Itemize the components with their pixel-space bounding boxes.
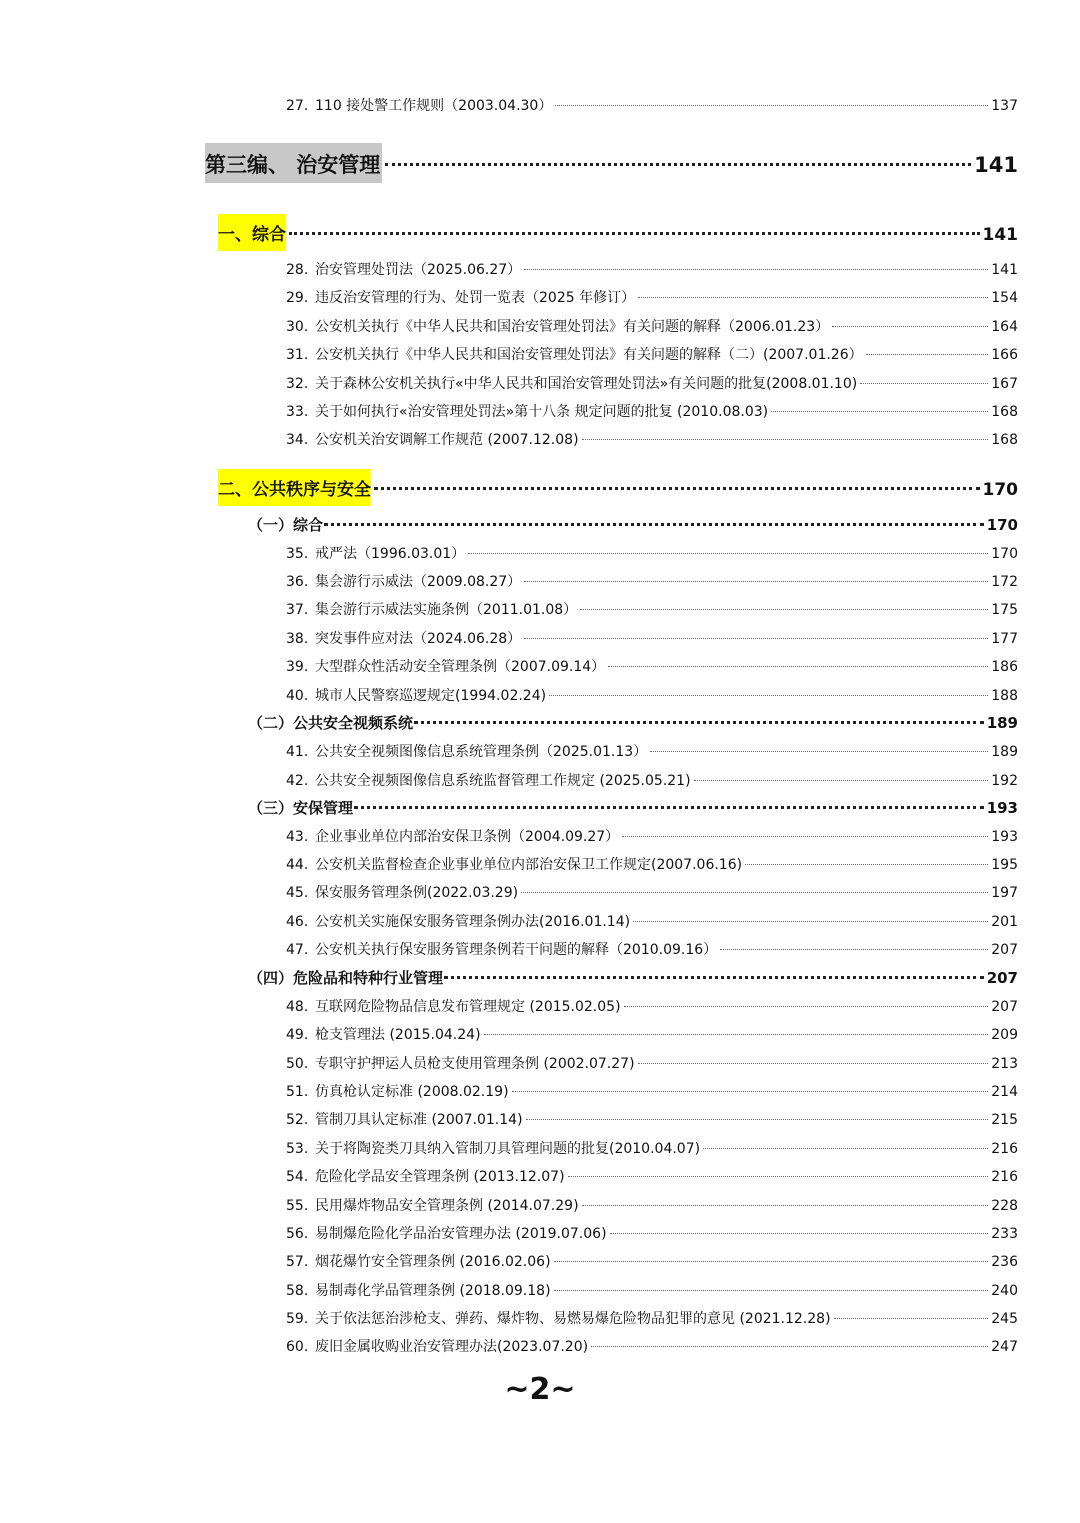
dot-leader (834, 1318, 989, 1319)
entry-title: 关于如何执行«治安管理处罚法»第十八条 规定问题的批复 (2010.08.03) (315, 404, 769, 420)
subsection-title: （四）危险品和特种行业管理 (248, 969, 444, 987)
toc-subsection-heading[interactable] (248, 514, 1018, 535)
entry-title: 易制毒化学品管理条例 (2018.09.18) (315, 1283, 551, 1299)
toc-entry[interactable] (286, 1024, 1018, 1044)
toc-entry[interactable] (286, 741, 1018, 761)
toc-entry[interactable] (286, 1138, 1018, 1158)
entry-number: 59. (286, 1311, 309, 1327)
dot-leader (289, 232, 980, 235)
toc-entry[interactable] (286, 628, 1018, 648)
dot-leader (524, 269, 988, 270)
toc-entry[interactable] (286, 373, 1018, 393)
entry-page: 240 (991, 1283, 1018, 1299)
entry-number: 30. (286, 319, 309, 335)
entry-number: 56. (286, 1226, 309, 1242)
entry-page: 233 (991, 1226, 1018, 1242)
dot-leader (582, 439, 989, 440)
entry-page: 172 (991, 574, 1018, 590)
dot-leader (832, 326, 988, 327)
entry-page: 207 (991, 999, 1018, 1015)
entry-number: 52. (286, 1112, 309, 1128)
dot-leader (444, 976, 984, 979)
entry-title: 危险化学品安全管理条例 (2013.12.07) (315, 1169, 565, 1185)
entry-title: 公安机关执行保安服务管理条例若干问题的解释（2010.09.16） (315, 942, 718, 958)
entry-title: 关于将陶瓷类刀具纳入管制刀具管理问题的批复(2010.04.07) (315, 1141, 701, 1157)
entry-title: 易制爆危险化学品治安管理办法 (2019.07.06) (315, 1226, 607, 1242)
toc-entry[interactable] (286, 685, 1018, 705)
dot-leader (414, 721, 984, 724)
dot-leader (512, 1091, 989, 1092)
entry-page: 189 (991, 744, 1018, 760)
entry-number: 29. (286, 290, 309, 306)
entry-page: 216 (991, 1141, 1018, 1157)
entry-number: 46. (286, 914, 309, 930)
dot-leader (555, 105, 988, 106)
entry-page: 164 (991, 319, 1018, 335)
dot-leader (608, 666, 988, 667)
toc-entry[interactable] (286, 1081, 1018, 1101)
toc-entry[interactable] (286, 826, 1018, 846)
section-page: 170 (982, 480, 1018, 500)
entry-page: 214 (991, 1084, 1018, 1100)
toc-part-heading[interactable] (205, 143, 1018, 183)
entry-page: 236 (991, 1254, 1018, 1270)
toc-entry[interactable] (286, 1166, 1018, 1186)
toc-entry[interactable] (286, 770, 1018, 790)
entry-number: 49. (286, 1027, 309, 1043)
toc-entry[interactable] (286, 1336, 1018, 1356)
entry-title: 公共安全视频图像信息系统管理条例（2025.01.13） (315, 744, 648, 760)
toc-entry[interactable] (286, 882, 1018, 902)
toc-entry[interactable] (286, 854, 1018, 874)
entry-title: 关于依法惩治涉枪支、弹药、爆炸物、易燃易爆危险物品犯罪的意见 (2021.12.28) (315, 1311, 831, 1327)
entry-number: 31. (286, 347, 309, 363)
entry-number: 28. (286, 262, 309, 278)
entry-page: 175 (991, 602, 1018, 618)
entry-title: 公安机关监督检查企业事业单位内部治安保卫工作规定(2007.06.16) (315, 857, 743, 873)
entry-page: 154 (991, 290, 1018, 306)
entry-number: 54. (286, 1169, 309, 1185)
entry-page: 247 (991, 1339, 1018, 1355)
entry-page: 192 (991, 773, 1018, 789)
dot-leader (703, 1148, 988, 1149)
entry-title: 互联网危险物品信息发布管理规定 (2015.02.05) (315, 999, 621, 1015)
entry-number: 34. (286, 432, 309, 448)
subsection-title: （三）安保管理 (248, 799, 354, 817)
entry-number: 47. (286, 942, 309, 958)
entry-page: 168 (991, 404, 1018, 420)
entry-number: 40. (286, 688, 309, 704)
entry-title: 公安机关执行《中华人民共和国治安管理处罚法》有关问题的解释（二）(2007.01.26） (315, 347, 863, 363)
dot-leader (524, 581, 988, 582)
toc-entry[interactable] (286, 1308, 1018, 1328)
entry-page: 141 (991, 262, 1018, 278)
subsection-page: 193 (986, 799, 1018, 817)
entry-page: 167 (991, 376, 1018, 392)
toc-entry[interactable] (286, 1053, 1018, 1073)
dot-leader (633, 921, 988, 922)
dot-leader (638, 1063, 989, 1064)
entry-number: 43. (286, 829, 309, 845)
entry-page: 215 (991, 1112, 1018, 1128)
dot-leader (866, 354, 989, 355)
entry-title: 企业事业单位内部治安保卫条例（2004.09.27） (315, 829, 620, 845)
entry-title: 公安机关实施保安服务管理条例办法(2016.01.14) (315, 914, 631, 930)
toc-entry[interactable] (286, 1109, 1018, 1129)
entry-page: 195 (991, 857, 1018, 873)
subsection-page: 170 (986, 516, 1018, 534)
toc-entry[interactable] (286, 1223, 1018, 1243)
dot-leader (468, 553, 988, 554)
dot-leader (638, 297, 988, 298)
entry-number: 27. (286, 98, 309, 114)
entry-page: 209 (991, 1027, 1018, 1043)
dot-leader (624, 1006, 989, 1007)
entry-title: 集会游行示威法（2009.08.27） (315, 574, 522, 590)
toc-subsection-heading[interactable] (248, 967, 1018, 988)
entry-title: 公安机关执行《中华人民共和国治安管理处罚法》有关问题的解释（2006.01.23） (315, 319, 830, 335)
dot-leader (374, 487, 980, 490)
subsection-page: 207 (986, 969, 1018, 987)
entry-page: 186 (991, 659, 1018, 675)
dot-leader (610, 1233, 989, 1234)
part-page: 141 (974, 153, 1018, 177)
subsection-title: （二）公共安全视频系统 (248, 714, 414, 732)
toc-entry[interactable] (286, 429, 1018, 449)
entry-number: 57. (286, 1254, 309, 1270)
subsection-title: （一）综合 (248, 516, 324, 534)
toc-entry[interactable] (286, 543, 1018, 563)
section-page: 141 (982, 225, 1018, 245)
entry-number: 39. (286, 659, 309, 675)
entry-number: 42. (286, 773, 309, 789)
entry-page: 207 (991, 942, 1018, 958)
entry-title: 大型群众性活动安全管理条例（2007.09.14） (315, 659, 606, 675)
entry-title: 城市人民警察巡逻规定(1994.02.24) (315, 688, 547, 704)
dot-leader (568, 1176, 989, 1177)
entry-title: 公安机关治安调解工作规范 (2007.12.08) (315, 432, 579, 448)
dot-leader (554, 1261, 989, 1262)
dot-leader (580, 609, 988, 610)
toc-entry[interactable] (286, 1280, 1018, 1300)
entry-title: 专职守护押运人员枪支使用管理条例 (2002.07.27) (315, 1056, 635, 1072)
entry-title: 公共安全视频图像信息系统监督管理工作规定 (2025.05.21) (315, 773, 691, 789)
entry-title: 保安服务管理条例(2022.03.29) (315, 885, 519, 901)
entry-title: 集会游行示威法实施条例（2011.01.08） (315, 602, 578, 618)
toc-subsection-heading[interactable] (248, 712, 1018, 733)
part-title: 第三编、 治安管理 (205, 143, 382, 183)
toc-subsection-heading[interactable] (248, 797, 1018, 818)
entry-title: 废旧金属收购业治安管理办法(2023.07.20) (315, 1339, 589, 1355)
section-title: 一、综合 (218, 214, 286, 251)
entry-number: 45. (286, 885, 309, 901)
section-title: 二、公共秩序与安全 (218, 469, 371, 506)
toc-entry[interactable] (286, 656, 1018, 676)
entry-title: 违反治安管理的行为、处罚一览表（2025 年修订） (315, 290, 636, 306)
dot-leader (554, 1290, 989, 1291)
dot-leader (771, 411, 988, 412)
entry-number: 58. (286, 1283, 309, 1299)
entry-number: 41. (286, 744, 309, 760)
entry-page: 170 (991, 546, 1018, 562)
entry-number: 55. (286, 1198, 309, 1214)
toc-entry[interactable] (286, 599, 1018, 619)
dot-leader (860, 383, 988, 384)
dot-leader (694, 780, 989, 781)
dot-leader (745, 864, 988, 865)
entry-page: 245 (991, 1311, 1018, 1327)
dot-leader (591, 1346, 988, 1347)
entry-number: 53. (286, 1141, 309, 1157)
entry-page: 213 (991, 1056, 1018, 1072)
entry-number: 60. (286, 1339, 309, 1355)
dot-leader (549, 695, 988, 696)
dot-leader (524, 638, 988, 639)
entry-title: 管制刀具认定标准 (2007.01.14) (315, 1112, 523, 1128)
dot-leader (484, 1034, 989, 1035)
toc-entry[interactable] (286, 401, 1018, 421)
toc-entry[interactable] (286, 1195, 1018, 1215)
page-number-footer: ~2~ (504, 1372, 576, 1407)
toc-entry[interactable] (286, 259, 1018, 279)
entry-number: 32. (286, 376, 309, 392)
entry-page: 216 (991, 1169, 1018, 1185)
dot-leader (521, 892, 988, 893)
entry-title: 关于森林公安机关执行«中华人民共和国治安管理处罚法»有关问题的批复(2008.01.10) (315, 376, 858, 392)
entry-title: 烟花爆竹安全管理条例 (2016.02.06) (315, 1254, 551, 1270)
entry-number: 36. (286, 574, 309, 590)
dot-leader (622, 836, 988, 837)
toc-entry[interactable] (286, 939, 1018, 959)
entry-title: 110 接处警工作规则（2003.04.30） (315, 98, 553, 114)
entry-number: 37. (286, 602, 309, 618)
subsection-page: 189 (986, 714, 1018, 732)
entry-title: 枪支管理法 (2015.04.24) (315, 1027, 481, 1043)
toc-entry[interactable] (286, 344, 1018, 364)
dot-leader (582, 1205, 989, 1206)
entry-page: 197 (991, 885, 1018, 901)
entry-title: 突发事件应对法（2024.06.28） (315, 631, 522, 647)
toc-entry[interactable] (286, 316, 1018, 336)
toc-entry[interactable] (286, 95, 1018, 115)
dot-leader (650, 751, 988, 752)
toc-entry[interactable] (286, 996, 1018, 1016)
entry-page: 201 (991, 914, 1018, 930)
entry-page: 188 (991, 688, 1018, 704)
dot-leader (385, 163, 971, 166)
dot-leader (720, 949, 988, 950)
entry-number: 35. (286, 546, 309, 562)
dot-leader (354, 806, 984, 809)
toc-entry[interactable] (286, 1251, 1018, 1271)
toc-entry[interactable] (286, 911, 1018, 931)
entry-title: 民用爆炸物品安全管理条例 (2014.07.29) (315, 1198, 579, 1214)
entry-number: 51. (286, 1084, 309, 1100)
toc-entry[interactable] (286, 571, 1018, 591)
entry-number: 33. (286, 404, 309, 420)
entry-number: 38. (286, 631, 309, 647)
entry-page: 193 (991, 829, 1018, 845)
entry-number: 48. (286, 999, 309, 1015)
entry-page: 168 (991, 432, 1018, 448)
entry-page: 166 (991, 347, 1018, 363)
toc-section-heading[interactable] (218, 469, 1018, 506)
entry-number: 44. (286, 857, 309, 873)
toc-entry[interactable] (286, 287, 1018, 307)
entry-page: 177 (991, 631, 1018, 647)
entry-number: 50. (286, 1056, 309, 1072)
toc-section-heading[interactable] (218, 214, 1018, 251)
dot-leader (324, 523, 984, 526)
entry-title: 仿真枪认定标准 (2008.02.19) (315, 1084, 509, 1100)
entry-page: 228 (991, 1198, 1018, 1214)
entry-title: 戒严法（1996.03.01） (315, 546, 466, 562)
entry-page: 137 (991, 98, 1018, 114)
dot-leader (526, 1119, 989, 1120)
entry-title: 治安管理处罚法（2025.06.27） (315, 262, 522, 278)
